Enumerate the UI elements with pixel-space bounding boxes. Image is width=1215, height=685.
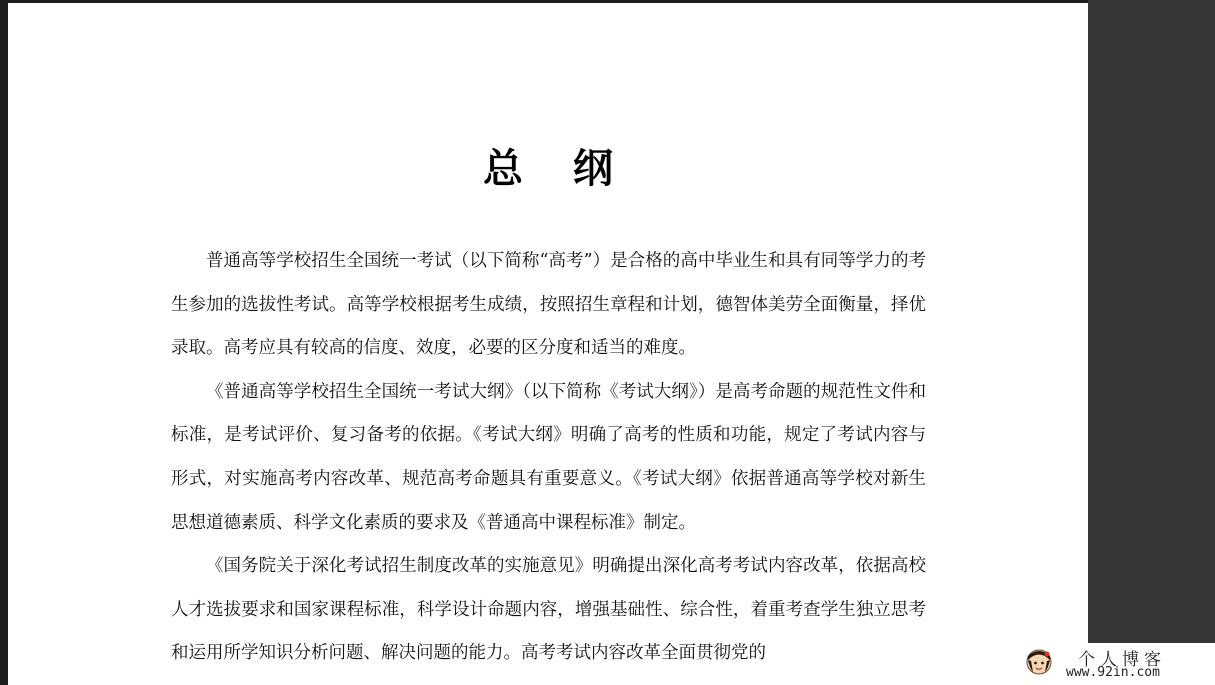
page-title: 总 纲 <box>483 145 631 192</box>
left-border <box>0 0 8 685</box>
watermark-url: www.92in.com <box>1066 665 1160 680</box>
blog-watermark <box>1020 643 1215 685</box>
paragraph-2: 《普通高等学校招生全国统一考试大纲》（以下简称《考试大纲》）是高考命题的规范性文件和标准，是考试评价、复习备考的依据。《考试大纲》明确了高考的性质和功能，规定了考试内容与形式，对实施高考内容改革、规范高考命题具有重要意义。《考试大纲》依据普通高等学校对新生思想道德素质、科学文化素质的要求及《普通高中课程标准》制定。 <box>171 381 926 533</box>
paragraph-3: 《国务院关于深化考试招生制度改革的实施意见》明确提出深化高考考试内容改革，依据高校人才选拔要求和国家课程标准，科学设计命题内容，增强基础性、综合性，着重考查学生独立思考和运用所学知识分析问题、解决问题的能力。高考考试内容改革全面贯彻党的 <box>171 556 926 664</box>
watermark-name: 个人博客 <box>1078 650 1166 670</box>
side-panel <box>1088 0 1215 685</box>
paragraph-1: 普通高等学校招生全国统一考试（以下简称“高考”）是合格的高中毕业生和具有同等学力的考生参加的选拔性考试。高等学校根据考生成绩，按照招生章程和计划，德智体美劳全面衡量，择优录取。高考应具有较高的信度、效度，必要的区分度和适当的难度。 <box>171 251 926 359</box>
document-page <box>8 3 1088 685</box>
document-body <box>171 240 926 676</box>
avatar-icon <box>1026 649 1052 675</box>
